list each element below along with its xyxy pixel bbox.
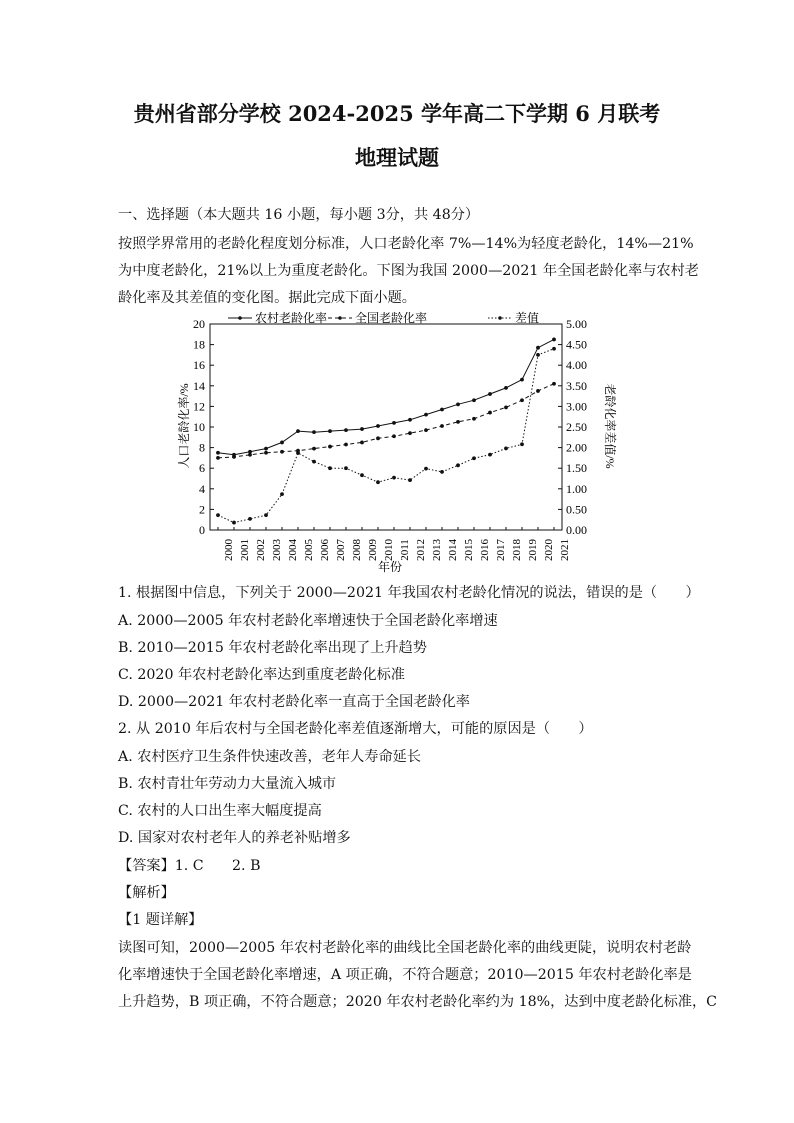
x-tick-label: 2006 — [319, 539, 331, 561]
y-tick-label: 8 — [199, 440, 205, 455]
detail-line: 化率增速快于全国老龄化率增速，A 项正确，不符合题意；2010—2015 年农村老龄化率是 — [118, 967, 692, 983]
y2-tick-label: 3.50 — [566, 378, 587, 393]
x-tick-label: 2008 — [351, 539, 363, 561]
series-point-3 — [536, 353, 540, 357]
series-point-3 — [296, 451, 300, 455]
x-tick-label: 2009 — [367, 539, 379, 561]
series-point-1 — [264, 447, 268, 451]
legend-rural: 农村老龄化率 — [255, 311, 328, 325]
series-point-3 — [424, 467, 428, 471]
series-point-1 — [536, 346, 540, 350]
series-point-2 — [344, 443, 348, 447]
series-line-3 — [218, 349, 554, 523]
series-point-1 — [472, 398, 476, 402]
series-point-2 — [472, 417, 476, 421]
y-tick-label: 2 — [199, 502, 205, 517]
question-2-option-a: A. 农村医疗卫生条件快速改善，老年人寿命延长 — [118, 749, 422, 765]
series-point-1 — [440, 408, 444, 412]
plot-frame — [210, 324, 562, 530]
y2-tick-label: 2.00 — [566, 440, 587, 455]
x-tick-label: 2012 — [415, 539, 427, 561]
series-point-3 — [280, 492, 284, 496]
series-line-2 — [218, 384, 554, 458]
x-axis-label: 年份 — [377, 560, 403, 574]
series-point-3 — [552, 347, 556, 351]
x-tick-label: 2016 — [479, 539, 491, 561]
series-point-3 — [360, 473, 364, 477]
intro-line: 龄化率及其差值的变化图。据此完成下面小题。 — [118, 290, 416, 306]
y2-tick-label: 0.00 — [566, 523, 587, 537]
y2-tick-label: 0.50 — [566, 502, 587, 517]
y-tick-label: 14 — [193, 378, 205, 393]
series-point-1 — [344, 428, 348, 432]
question-1-option-b: B. 2010—2015 年农村老龄化率出现了上升趋势 — [118, 640, 427, 656]
series-point-2 — [520, 398, 524, 402]
x-tick-label: 2000 — [223, 539, 235, 561]
series-point-3 — [248, 517, 252, 521]
series-point-2 — [440, 424, 444, 428]
y-tick-label: 0 — [199, 523, 205, 537]
series-point-2 — [232, 455, 236, 459]
series-point-3 — [376, 480, 380, 484]
y-axis-label: 人口老龄化率/% — [177, 383, 191, 469]
section-heading: 一、选择题（本大题共 16 小题，每小题 3分，共 48分） — [118, 207, 480, 223]
series-point-2 — [280, 450, 284, 454]
x-tick-label: 2017 — [495, 539, 507, 561]
detail-label: 【1 题详解】 — [118, 912, 203, 928]
series-point-2 — [328, 445, 332, 449]
y2-tick-label: 1.00 — [566, 481, 587, 496]
series-point-3 — [504, 447, 508, 451]
series-point-1 — [280, 441, 284, 445]
series-point-2 — [536, 389, 540, 393]
series-point-1 — [504, 386, 508, 390]
page-subtitle: 地理试题 — [355, 145, 439, 170]
question-1-stem: 1. 根据图中信息，下列关于 2000—2021 年我国农村老龄化情况的说法，错误的是（ ） — [118, 585, 700, 601]
question-1-option-a: A. 2000—2005 年农村老龄化率增速快于全国老龄化率增速 — [118, 613, 498, 629]
series-point-3 — [392, 476, 396, 480]
question-2-option-b: B. 农村青壮年劳动力大量流入城市 — [118, 776, 337, 792]
series-point-2 — [552, 382, 556, 386]
series-point-3 — [264, 513, 268, 517]
intro-line: 为中度老龄化，21%以上为重度老龄化。下图为我国 2000—2021 年全国老龄化率与农村老 — [118, 263, 699, 279]
x-tick-label: 2019 — [527, 539, 539, 561]
series-point-3 — [232, 521, 236, 525]
legend-national: 全国老龄化率 — [355, 311, 428, 325]
detail-line: 上升趋势，B 项正确，不符合题意；2020 年农村老龄化率约为 18%，达到中度老龄化标准，C — [118, 994, 718, 1010]
x-tick-label: 2005 — [303, 539, 315, 561]
x-tick-label: 2004 — [287, 539, 299, 561]
question-1-option-d: D. 2000—2021 年农村老龄化率一直高于全国老龄化率 — [118, 694, 470, 710]
series-point-2 — [264, 451, 268, 455]
page-title: 贵州省部分学校 2024-2025 学年高二下学期 6 月联考 — [133, 101, 661, 126]
series-point-3 — [216, 513, 220, 517]
series-point-3 — [456, 463, 460, 467]
series-point-3 — [312, 460, 316, 464]
series-point-3 — [408, 478, 412, 482]
x-tick-label: 2013 — [431, 539, 443, 561]
series-point-2 — [360, 441, 364, 445]
series-point-1 — [296, 429, 300, 433]
series-point-3 — [472, 456, 476, 460]
x-tick-label: 2010 — [383, 539, 395, 561]
x-tick-label: 2002 — [255, 539, 267, 561]
x-tick-label: 2015 — [463, 539, 475, 561]
y2-tick-label: 3.00 — [566, 399, 587, 414]
y-tick-label: 20 — [193, 317, 205, 331]
series-point-1 — [312, 430, 316, 434]
series-point-2 — [216, 456, 220, 460]
y2-tick-label: 5.00 — [566, 317, 587, 331]
series-point-1 — [328, 429, 332, 433]
series-point-3 — [344, 466, 348, 470]
series-point-1 — [488, 392, 492, 396]
series-point-3 — [520, 442, 524, 446]
y2-axis-label: 老龄化率差值/% — [603, 383, 617, 469]
series-point-2 — [376, 436, 380, 440]
x-tick-label: 2014 — [447, 539, 459, 561]
x-tick-label: 2003 — [271, 539, 283, 561]
y-tick-label: 16 — [193, 358, 205, 373]
series-point-1 — [552, 338, 556, 342]
analysis-label: 【解析】 — [118, 885, 175, 901]
series-point-2 — [392, 434, 396, 438]
question-1-option-c: C. 2020 年农村老龄化率达到重度老龄化标准 — [118, 667, 405, 683]
y-tick-label: 12 — [193, 399, 205, 414]
series-point-1 — [456, 402, 460, 406]
series-point-2 — [504, 406, 508, 410]
x-tick-label: 2021 — [559, 539, 571, 561]
x-tick-label: 2011 — [399, 539, 411, 561]
x-tick-label: 2020 — [543, 539, 555, 561]
y-tick-label: 4 — [199, 481, 205, 496]
series-point-1 — [424, 413, 428, 417]
series-point-2 — [408, 431, 412, 435]
y2-tick-label: 4.50 — [566, 337, 587, 352]
series-point-3 — [488, 453, 492, 457]
series-point-1 — [376, 424, 380, 428]
x-tick-label: 2007 — [335, 539, 347, 561]
detail-line: 读图可知，2000—2005 年农村老龄化率的曲线比全国老龄化率的曲线更陡，说明农村老龄 — [118, 940, 692, 956]
series-point-3 — [328, 466, 332, 470]
y2-tick-label: 2.50 — [566, 420, 587, 434]
series-point-1 — [216, 451, 220, 455]
series-point-2 — [488, 411, 492, 415]
series-point-1 — [408, 418, 412, 422]
y2-tick-label: 4.00 — [566, 358, 587, 373]
series-point-1 — [520, 378, 524, 382]
question-2-stem: 2. 从 2010 年后农村与全国老龄化率差值逐渐增大，可能的原因是（ ） — [118, 721, 593, 737]
legend-diff: 差值 — [515, 311, 540, 325]
series-point-2 — [248, 453, 252, 457]
series-point-3 — [440, 470, 444, 474]
y-tick-label: 6 — [199, 461, 205, 476]
series-point-2 — [312, 447, 316, 451]
intro-line: 按照学界常用的老龄化程度划分标准，人口老龄化率 7%—14%为轻度老龄化，14%—21% — [118, 236, 694, 252]
y-tick-label: 10 — [193, 420, 205, 434]
series-point-1 — [360, 427, 364, 431]
y2-tick-label: 1.50 — [566, 461, 587, 476]
aging-rate-chart — [170, 306, 617, 576]
question-2-option-c: C. 农村的人口出生率大幅度提高 — [118, 803, 322, 819]
x-tick-label: 2001 — [239, 539, 251, 561]
y-tick-label: 18 — [193, 337, 205, 352]
legend — [228, 310, 539, 325]
answer-line: 【答案】1. C 2. B — [118, 858, 261, 874]
series-point-2 — [424, 428, 428, 432]
question-2-option-d: D. 国家对农村老年人的养老补贴增多 — [118, 830, 351, 846]
series-point-2 — [456, 420, 460, 424]
x-tick-label: 2018 — [511, 539, 523, 561]
series-point-1 — [392, 421, 396, 425]
